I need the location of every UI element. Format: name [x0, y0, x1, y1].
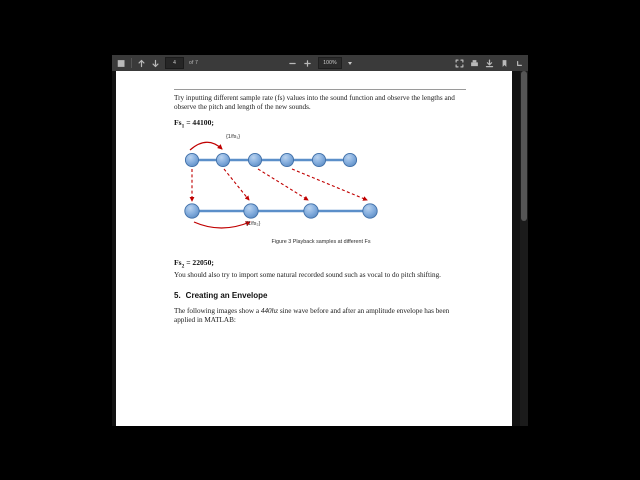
top-sample-node: [312, 153, 325, 166]
bottom-interval-label: {1/fs₂}: [246, 220, 261, 227]
pdf-page: [116, 71, 512, 426]
bookmark-icon[interactable]: [500, 59, 509, 68]
envelope-paragraph: [174, 307, 468, 325]
toolbar-right-group: [455, 59, 524, 68]
bottom-sample-node: [185, 204, 199, 218]
horizontal-rule: [174, 89, 466, 90]
envelope-text-after: sine wave before and after an amplitude envelope has been applied in MATLAB:: [174, 306, 450, 324]
envelope-text-before: The following images show a: [174, 306, 261, 315]
more-icon[interactable]: [515, 59, 524, 68]
fs1-subscript: 1: [181, 123, 185, 130]
print-icon[interactable]: [470, 59, 479, 68]
document-scroll-area[interactable]: [112, 71, 528, 426]
fs2-label: [174, 258, 468, 270]
page-total-label: of 7: [189, 60, 199, 66]
envelope-frequency: 440hz: [260, 306, 279, 315]
top-sample-node: [248, 153, 261, 166]
sidebar-icon[interactable]: [117, 59, 126, 68]
arrow-up-icon[interactable]: [137, 59, 146, 68]
vertical-scrollbar[interactable]: [520, 71, 528, 426]
zoom-level-value[interactable]: 100%: [318, 57, 342, 69]
chevron-down-icon[interactable]: [348, 62, 352, 65]
mapping-arrow: [258, 169, 308, 200]
section-title: Creating an Envelope: [185, 290, 268, 300]
bottom-sample-node: [244, 204, 258, 218]
download-icon[interactable]: [485, 59, 494, 68]
figure-caption: Figure 3 Playback samples at different Fs: [271, 238, 371, 245]
fullscreen-icon[interactable]: [455, 59, 464, 68]
toolbar-left-group: [112, 57, 198, 69]
fs1-value: = 44100;: [184, 118, 214, 128]
section-number: 5.: [174, 290, 181, 300]
mapping-arrow: [224, 169, 249, 200]
page-number-input[interactable]: 4: [165, 57, 184, 69]
fs2-subscript: 2: [181, 263, 185, 270]
fs2-value: = 22050;: [184, 257, 214, 267]
top-interval-arc: [190, 142, 222, 150]
minus-icon[interactable]: [288, 59, 297, 68]
intro-paragraph: Try inputting different sample rate (fs) values into the sound function and observe the lengths and observe the pitch and length of the new sounds.: [174, 94, 455, 112]
fs1-label: [174, 118, 468, 130]
top-interval-label: {1/fs₁}: [226, 133, 241, 140]
page-content: [174, 89, 468, 331]
top-sample-node: [343, 153, 356, 166]
figure-playback-samples: [174, 133, 468, 254]
mapping-arrow: [292, 169, 367, 200]
plus-icon[interactable]: [303, 59, 312, 68]
fs1-prefix: Fs: [174, 118, 182, 128]
fs2-prefix: Fs: [174, 257, 182, 267]
section-heading: [174, 291, 468, 300]
top-sample-node: [185, 153, 198, 166]
bottom-sample-node: [304, 204, 318, 218]
pdf-viewer-window: [112, 55, 528, 426]
toolbar-divider: [131, 58, 132, 68]
bottom-sample-node: [363, 204, 377, 218]
scrollbar-thumb[interactable]: [521, 71, 527, 221]
arrow-down-icon[interactable]: [151, 59, 160, 68]
bottom-interval-arc: [194, 222, 250, 228]
top-sample-node: [280, 153, 293, 166]
fs2-paragraph: You should also try to import some natural recorded sound such as vocal to do pitch shifting.: [174, 271, 441, 280]
top-sample-node: [216, 153, 229, 166]
figure-graphic: [174, 133, 468, 254]
pdf-toolbar: [112, 55, 528, 72]
